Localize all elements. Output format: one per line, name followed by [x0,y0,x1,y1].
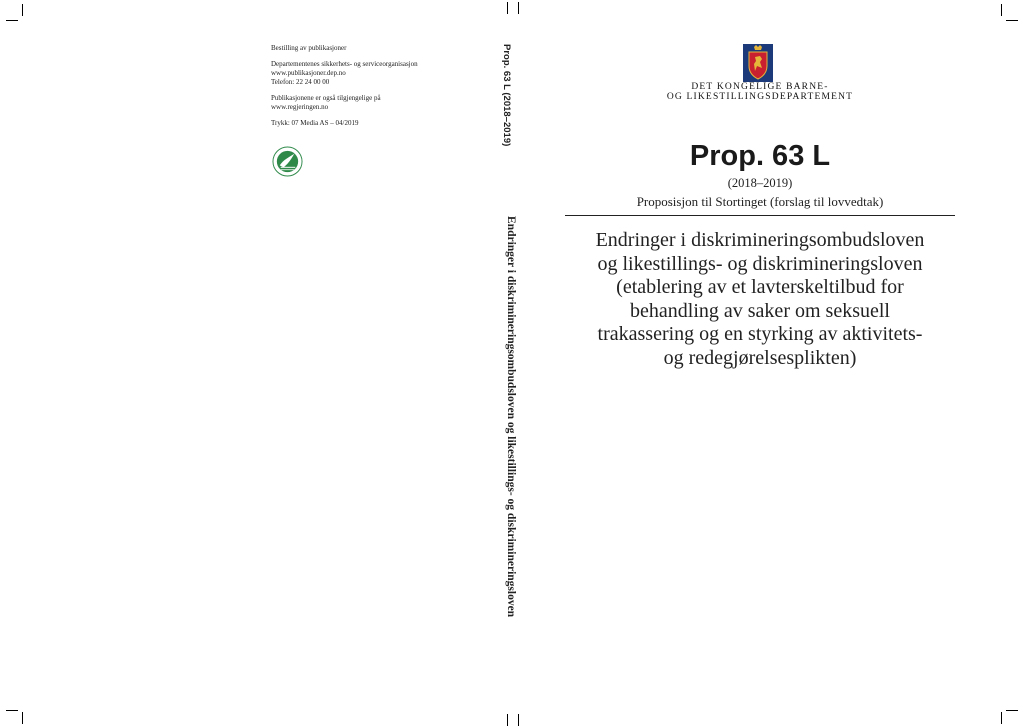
department-line: OG LIKESTILLINGSDEPARTEMENT [666,92,854,102]
prop-number: Prop. 63 L [689,140,831,172]
divider-rule [565,215,955,216]
title-line: trakassering og en styrking av aktivitets- [597,323,923,345]
document-title [565,229,955,370]
title-line: behandling av saker om seksuell [630,299,890,322]
title-line: og likestillings- og diskrimineringsloven [597,252,923,275]
org-name: Departementenes sikkerhets- og serviceorganisasjon [271,60,418,68]
crop-mark [518,714,519,726]
availability-website: www.regjeringen.no [271,103,329,111]
title-line: og redegjørelsesplikten) [663,346,857,369]
department-line: DET KONGELIGE BARNE- [691,82,829,92]
norwegian-coat-of-arms-icon [743,44,773,82]
crop-mark [22,4,23,16]
crop-mark [1001,4,1002,16]
title-line: Endringer i diskrimineringsombudsloven [595,229,925,251]
proposition-subtitle: Proposisjon til Stortinget (forslag til lovvedtak) [636,194,884,209]
org-website: www.publikasjoner.dep.no [271,69,346,77]
department-name [660,82,860,102]
publication-order-info [271,44,481,135]
crop-mark [1006,710,1018,711]
crop-mark [507,714,508,726]
crop-mark [6,20,18,21]
print-info: Trykk: 07 Media AS – 04/2019 [271,119,359,127]
title-line: (etablering av et lavterskeltilbud for [616,276,904,298]
crop-mark [22,712,23,724]
crop-mark [1006,20,1018,21]
crop-mark [6,710,18,711]
crop-mark [1001,712,1002,724]
spine-prop-label: Prop. 63 L (2018–2019) [501,44,512,147]
crop-mark [507,2,508,14]
spine-title: Endringer i diskrimineringsombudsloven og likestillings- og diskrimineringsloven [505,216,517,618]
availability-text: Publikasjonene er også tilgjengelige på [271,94,381,102]
org-phone: Telefon: 22 24 00 00 [271,78,330,86]
crop-mark [518,2,519,14]
order-heading: Bestilling av publikasjoner [271,44,347,52]
session-years: (2018–2019) [727,176,793,190]
nordic-swan-ecolabel-icon [272,146,303,177]
